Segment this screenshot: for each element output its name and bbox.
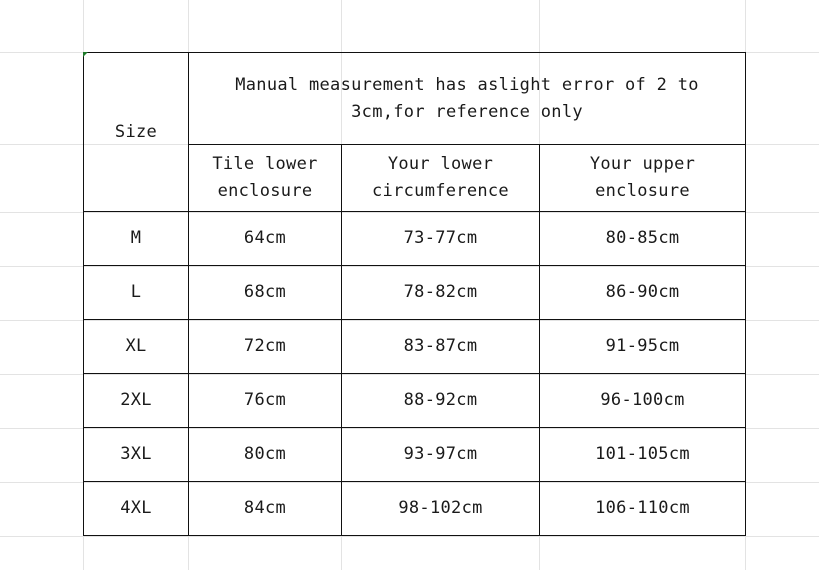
lower-circumference-cell[interactable]: 78-82cm [342, 266, 540, 320]
tile-lower-cell[interactable]: 84cm [189, 482, 342, 536]
size-cell[interactable]: M [84, 212, 189, 266]
column-header-tile-lower[interactable] [189, 145, 342, 212]
table-row [84, 482, 746, 536]
size-header-label: Size [114, 121, 158, 142]
upper-enclosure-cell[interactable]: 91-95cm [540, 320, 746, 374]
size-chart-table [83, 52, 746, 536]
lower-circumference-cell[interactable]: 93-97cm [342, 428, 540, 482]
upper-enclosure-cell[interactable]: 86-90cm [540, 266, 746, 320]
header-row-note [84, 53, 746, 145]
tile-lower-cell[interactable]: 72cm [189, 320, 342, 374]
size-cell[interactable]: 3XL [84, 428, 189, 482]
table-row [84, 374, 746, 428]
measurement-note: Manual measurement has aslight error of 2 to 3cm,for reference only [235, 74, 699, 122]
table-row [84, 428, 746, 482]
size-header-cell[interactable] [84, 53, 189, 212]
column-header-lower-circumference[interactable] [342, 145, 540, 212]
tile-lower-cell[interactable]: 80cm [189, 428, 342, 482]
upper-enclosure-cell[interactable]: 96-100cm [540, 374, 746, 428]
tile-lower-cell[interactable]: 76cm [189, 374, 342, 428]
lower-circumference-cell[interactable]: 73-77cm [342, 212, 540, 266]
cell-selection-marker [83, 52, 88, 57]
size-cell[interactable]: XL [84, 320, 189, 374]
lower-circumference-cell[interactable]: 83-87cm [342, 320, 540, 374]
column-header-label: Tile lower enclosure [212, 154, 318, 201]
table-row [84, 320, 746, 374]
tile-lower-cell[interactable]: 68cm [189, 266, 342, 320]
table-row [84, 212, 746, 266]
column-header-label: Your lower circumference [372, 154, 509, 201]
table-row [84, 266, 746, 320]
measurement-note-cell[interactable] [189, 53, 746, 145]
size-cell[interactable]: 2XL [84, 374, 189, 428]
lower-circumference-cell[interactable]: 98-102cm [342, 482, 540, 536]
upper-enclosure-cell[interactable]: 101-105cm [540, 428, 746, 482]
size-cell[interactable]: L [84, 266, 189, 320]
column-header-label: Your upper enclosure [589, 154, 696, 201]
column-header-upper-enclosure[interactable] [540, 145, 746, 212]
lower-circumference-cell[interactable]: 88-92cm [342, 374, 540, 428]
size-cell[interactable]: 4XL [84, 482, 189, 536]
tile-lower-cell[interactable]: 64cm [189, 212, 342, 266]
upper-enclosure-cell[interactable]: 80-85cm [540, 212, 746, 266]
upper-enclosure-cell[interactable]: 106-110cm [540, 482, 746, 536]
